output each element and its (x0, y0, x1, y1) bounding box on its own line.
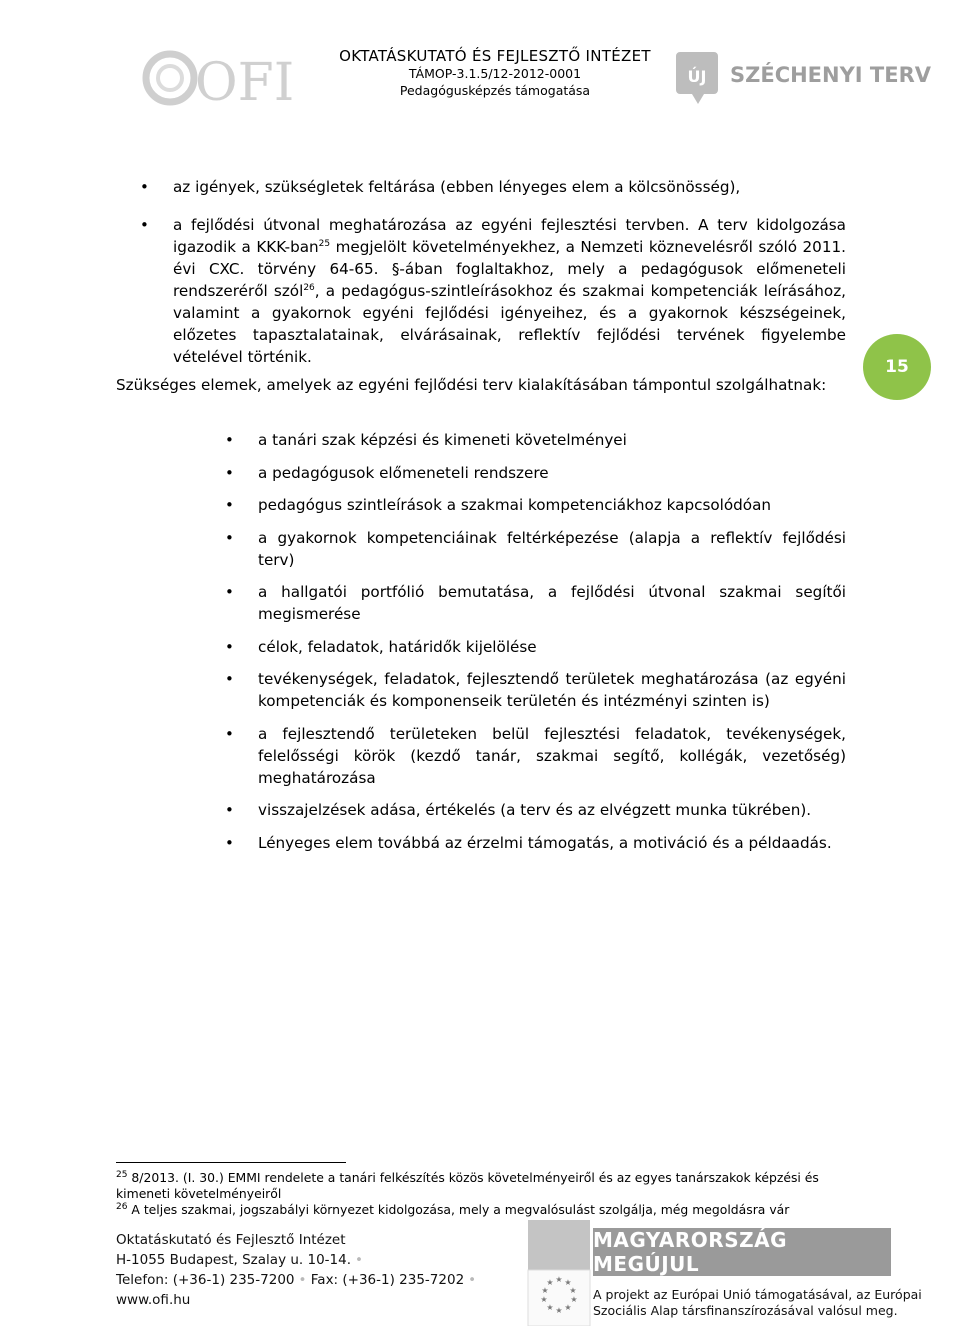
footnote-ref[interactable]: 26 (303, 282, 315, 293)
ofi-logo (140, 42, 295, 113)
footnote-25: $^{25}$ 8/2013. (I. 30.) EMMI rendelete a tanári felkészítés közös követelményeiről és az egyes tanárszakok képzési és kimeneti követelményeiről (116, 1169, 819, 1201)
footer-web-link[interactable]: www.ofi.hu (116, 1292, 191, 1308)
ofi-logo-text: OFI (195, 53, 295, 113)
list-item: • a hallgatói portfólió bemutatása, a fejlődési útvonal szakmai segítői megismerése (225, 581, 846, 625)
list-item: • tevékenységek, feladatok, fejlesztendő területek meghatározása (az egyéni kompetenciák és komponenseik területén és intézményi szinten is) (225, 668, 846, 712)
svg-text:★: ★ (546, 1278, 554, 1287)
svg-text:SZÉCHENYI TERV: SZÉCHENYI TERV (730, 63, 932, 87)
footer-address: H-1055 Budapest, Szalay u. 10-14. • (116, 1252, 363, 1268)
list-item: • visszajelzések adása, értékelés (a terv és az elvégzett munka tükrében). (225, 799, 846, 821)
intro-paragraph: Szükséges elemek, amelyek az egyéni fejlődési terv kialakításában támpontul szolgálhatnak: (116, 376, 827, 394)
szechenyi-terv-logo (672, 42, 932, 112)
page-number-badge: 15 (863, 334, 931, 400)
footnotes (116, 1170, 846, 1218)
footer-phone-fax: Telefon: (+36-1) 235-7200 • Fax: (+36-1) 235-7202 • (116, 1272, 477, 1288)
magyarorszag-megujul-banner: MAGYARORSZÁG MEGÚJUL (593, 1228, 891, 1276)
list-item: • a fejlődési útvonal meghatározása az egyéni fejlesztési tervben. A terv kidolgozása igazodik a KKK-ban$^{25}$ megjelölt követelményekhez, a Nemzeti köznevelésről szóló 2011. évi CXC. törvény 64-65. §-ában foglaltakhoz, mely a pedagógusok előmeneteli rendszeréről szól$^{26}$, a pedagógus-szintleírásokhoz és szakmai kompetenciák leírásához, valamint a gyakornok egyéni fejlődési igényeihez, és a gyakornok készségeinek, előzetes tapasztalatainak, elvárásainak, reflektív fejlődési tervének figyelembe vételével történik. (140, 214, 846, 368)
list-item: • a fejlesztendő területeken belül fejlesztési feladatok, tevékenységek, felelősségi körök (kezdő tanár, szakmai segítő, kollégák, vezetőség) meghatározása (225, 723, 846, 789)
svg-text:★: ★ (564, 1303, 572, 1312)
footnote-separator (116, 1162, 346, 1163)
page-header (0, 0, 960, 130)
footer-contact (116, 1230, 476, 1310)
svg-text:★: ★ (555, 1306, 563, 1315)
list-item: • a pedagógusok előmeneteli rendszere (225, 462, 846, 484)
svg-text:★: ★ (541, 1286, 549, 1295)
svg-text:★: ★ (564, 1278, 572, 1287)
eu-funding-note: A projekt az Európai Unió támogatásával, az Európai Szociális Alap társfinanszírozásával valósul meg. (593, 1287, 922, 1318)
header-title-block (330, 47, 660, 99)
eu-flag-icon (528, 1220, 590, 1326)
list-item: • a tanári szak képzési és kimeneti követelményei (225, 429, 846, 451)
project-subtitle: Pedagógusképzés támogatása (399, 83, 591, 98)
list-item: • Lényeges elem továbbá az érzelmi támogatás, a motiváció és a példaadás. (225, 832, 846, 854)
project-code: TÁMOP-3.1.5/12-2012-0001 (408, 66, 582, 81)
svg-text:★: ★ (555, 1275, 563, 1284)
list-item: • az igények, szükségletek feltárása (ebben lényeges elem a kölcsönösség), (140, 176, 846, 198)
svg-text:★: ★ (546, 1303, 554, 1312)
svg-text:★: ★ (569, 1286, 577, 1295)
footnote-ref[interactable]: 25 (318, 238, 331, 249)
svg-text:★: ★ (570, 1295, 578, 1304)
svg-text:ÚJ: ÚJ (687, 67, 707, 86)
institution-name: OKTATÁSKUTATÓ ÉS FEJLESZTŐ INTÉZET (339, 47, 651, 65)
footnote-26: $^{26}$ A teljes szakmai, jogszabályi környezet kidolgozása, mely a megvalósulást szolgálja, még megoldásra vár (116, 1201, 790, 1217)
top-bullet-list (140, 176, 846, 384)
svg-text:★: ★ (540, 1295, 548, 1304)
list-item: • a gyakornok kompetenciáinak feltérképezése (alapja a reflektív fejlődési terv) (225, 527, 846, 571)
list-item: • pedagógus szintleírások a szakmai kompetenciákhoz kapcsolódóan (225, 494, 846, 516)
list-item: • célok, feladatok, határidők kijelölése (225, 636, 846, 658)
footer-org: Oktatáskutató és Fejlesztő Intézet (116, 1232, 346, 1248)
elements-bullet-list (225, 429, 846, 864)
